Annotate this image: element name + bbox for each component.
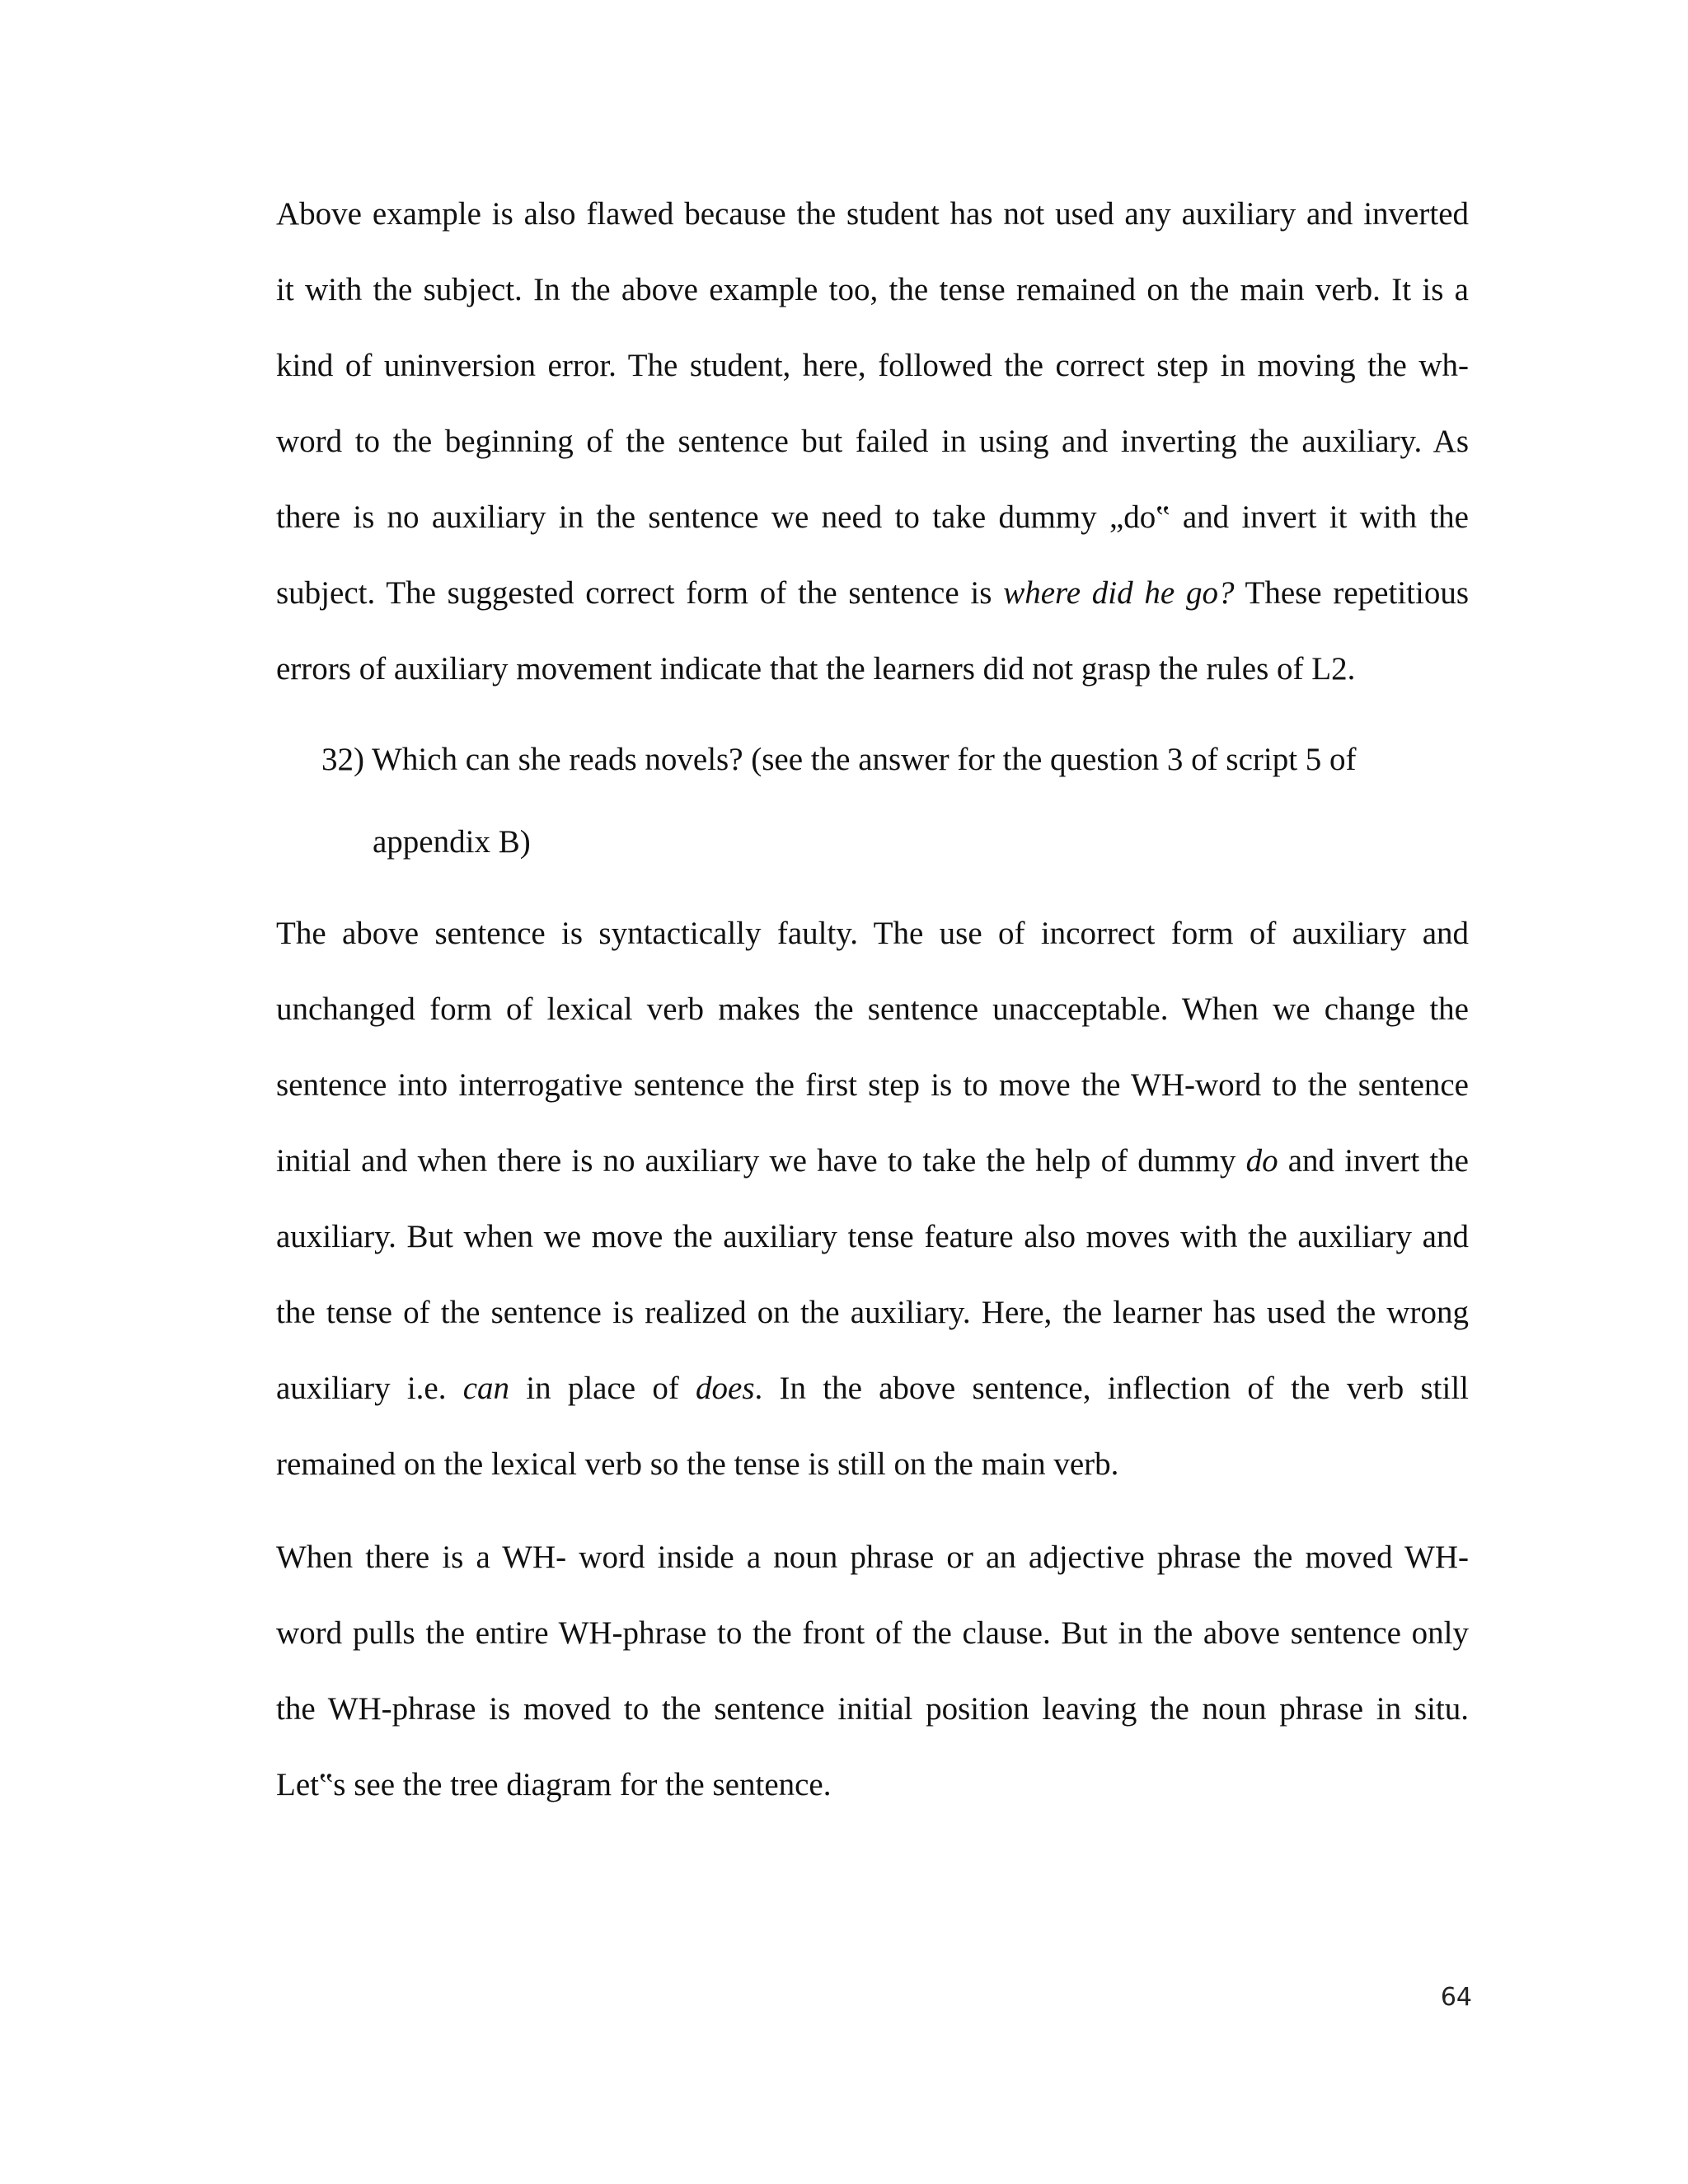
paragraph-2-line-4-start: initial and when there is no auxiliary we have to take the help of dummy (276, 1143, 1246, 1179)
paragraph-3-line-3: the WH-phrase is moved to the sentence initial position leaving the noun phrase in situ. (276, 1691, 1469, 1727)
paragraph-2-line-7-mid: in place of (509, 1371, 696, 1406)
paragraph-1-line-2: it with the subject. In the above example too, the tense remained on the main verb. It is a (276, 272, 1469, 307)
paragraph-2-line-6: the tense of the sentence is realized on the auxiliary. Here, the learner has used the wrong (276, 1295, 1469, 1330)
example-line-1: 32) Which can she reads novels? (see the answer for the question 3 of script 5 of (321, 742, 1357, 777)
paragraph-3-line-2: word pulls the entire WH-phrase to the front of the clause. But in the above sentence only (276, 1615, 1469, 1651)
paragraph-2-line-5: auxiliary. But when we move the auxiliary tense feature also moves with the auxiliary and (276, 1219, 1469, 1254)
suggested-correct-sentence: where did he go? (1003, 575, 1235, 611)
paragraph-2-line-7 (276, 1368, 1469, 1409)
paragraph-2-line-4 (276, 1141, 1469, 1182)
paragraph-3-line-1: When there is a WH- word inside a noun phrase or an adjective phrase the moved WH- (276, 1540, 1469, 1575)
example-line-2: appendix B) (373, 824, 531, 860)
paragraph-1-line-5: there is no auxiliary in the sentence we need to take dummy „do‟ and invert it with the (276, 499, 1469, 535)
dummy-do-word: do (1245, 1143, 1278, 1179)
paragraph-2-line-2: unchanged form of lexical verb makes the sentence unacceptable. When we change the (276, 991, 1469, 1027)
paragraph-2-line-8: remained on the lexical verb so the tense is still on the main verb. (276, 1446, 1119, 1482)
paragraph-1-line-6-start: subject. The suggested correct form of the sentence is (276, 575, 1004, 611)
paragraph-2-line-1: The above sentence is syntactically faulty. The use of incorrect form of auxiliary and (276, 916, 1469, 951)
word-does: does (696, 1371, 755, 1406)
paragraph-2-line-7-end: . In the above sentence, inflection of the verb still (754, 1371, 1470, 1406)
paragraph-1-line-6 (276, 573, 1469, 614)
page-number: 64 (1440, 1983, 1472, 2012)
paragraph-2-line-7-start: auxiliary i.e. (276, 1371, 463, 1406)
paragraph-2-line-4-end: and invert the (1278, 1143, 1469, 1179)
paragraph-1-line-3: kind of uninversion error. The student, here, followed the correct step in moving the wh- (276, 348, 1469, 383)
paragraph-2-line-3: sentence into interrogative sentence the first step is to move the WH-word to the sentence (276, 1067, 1469, 1103)
paragraph-1-line-4: word to the beginning of the sentence but failed in using and inverting the auxiliary. As (276, 424, 1469, 459)
paragraph-1-line-1: Above example is also flawed because the student has not used any auxiliary and inverted (276, 196, 1469, 232)
paragraph-1-line-7: errors of auxiliary movement indicate that the learners did not grasp the rules of L2. (276, 651, 1356, 687)
paragraph-1-line-6-end: These repetitious (1234, 575, 1469, 611)
word-can: can (462, 1371, 510, 1406)
paragraph-3-line-4: Let‟s see the tree diagram for the sentence. (276, 1767, 832, 1802)
